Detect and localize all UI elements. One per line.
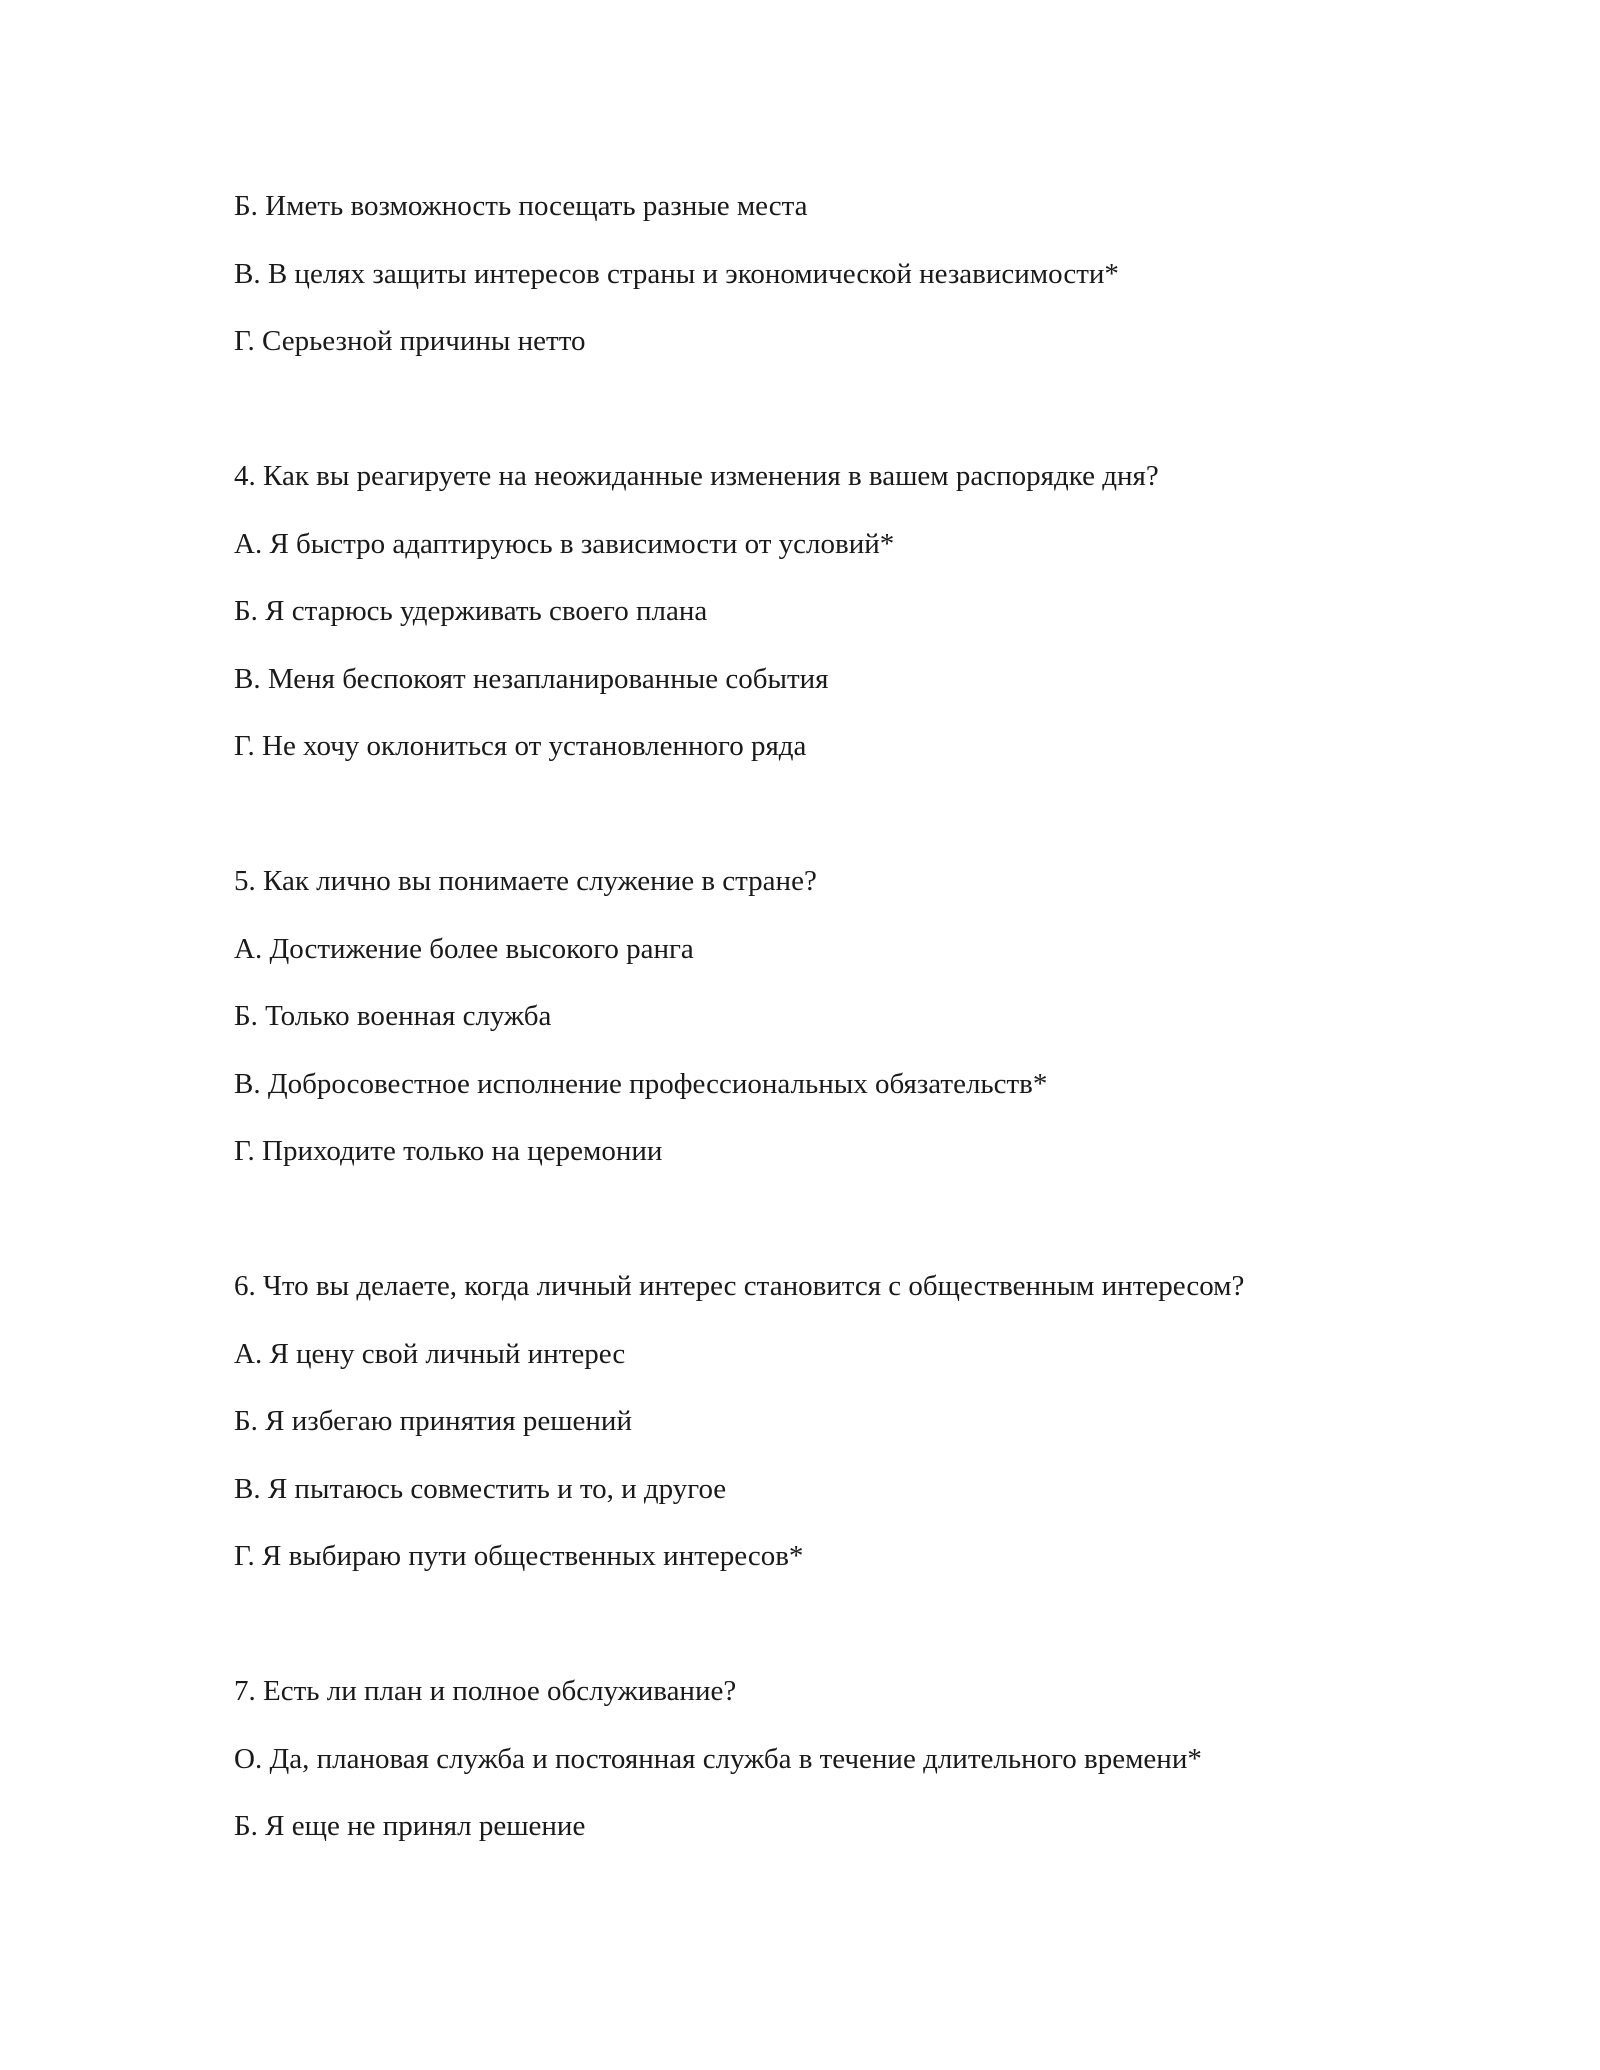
q5-option-a: А. Достижение более высокого ранга <box>234 932 694 965</box>
q3-option-v: В. В целях защиты интересов страны и экономической независимости* <box>234 257 1119 290</box>
spacer <box>234 1197 1414 1265</box>
q5-option-v: В. Добросовестное исполнение профессиональных обязательств* <box>234 1067 1048 1100</box>
q4-option-v: В. Меня беспокоят незапланированные события <box>234 662 829 695</box>
questionnaire-content <box>234 184 1414 1872</box>
q6-option-a: А. Я цену свой личный интерес <box>234 1337 626 1370</box>
q5-option-b: Б. Только военная служба <box>234 1000 552 1032</box>
q6-option-g: Г. Я выбираю пути общественных интересов* <box>234 1540 804 1572</box>
q6-question: 6. Что вы делаете, когда личный интерес становится с общественным интересом? <box>234 1270 1245 1302</box>
q6-option-b: Б. Я избегаю принятия решений <box>234 1405 632 1437</box>
q7-option-o: О. Да, плановая служба и постоянная служба в течение длительного времени* <box>234 1742 1202 1775</box>
q5-question: 5. Как лично вы понимаете служение в стране? <box>234 865 817 897</box>
q4-question: 4. Как вы реагируете на неожиданные изменения в вашем распорядке дня? <box>234 460 1159 492</box>
q7-option-b: Б. Я еще не принял решение <box>234 1810 586 1842</box>
q4-option-g: Г. Не хочу оклониться от установленного ряда <box>234 730 807 762</box>
q7-question: 7. Есть ли план и полное обслуживание? <box>234 1675 737 1707</box>
q5-option-g: Г. Приходите только на церемонии <box>234 1135 663 1167</box>
q6-option-v: В. Я пытаюсь совместить и то, и другое <box>234 1472 727 1505</box>
spacer <box>234 387 1414 455</box>
spacer <box>234 792 1414 860</box>
q4-option-a: А. Я быстро адаптируюсь в зависимости от условий* <box>234 527 895 560</box>
q3-option-g: Г. Серьезной причины нетто <box>234 325 586 357</box>
spacer <box>234 1602 1414 1670</box>
q4-option-b: Б. Я старюсь удерживать своего плана <box>234 595 708 627</box>
q3-option-b: Б. Иметь возможность посещать разные места <box>234 190 808 222</box>
